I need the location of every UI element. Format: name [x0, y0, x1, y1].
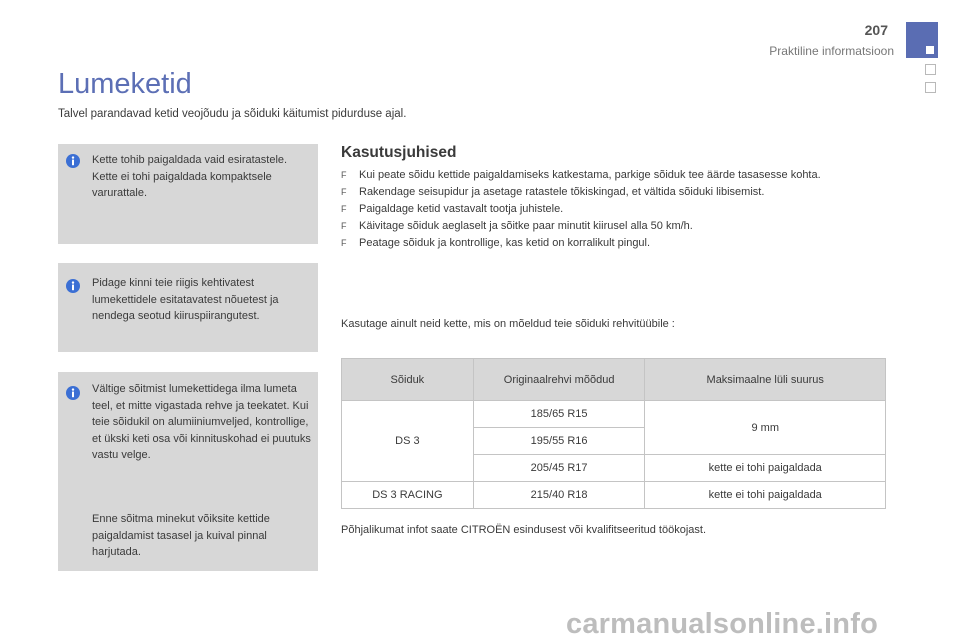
link-cell: 9 mm [645, 401, 886, 455]
table-row [342, 482, 886, 509]
header-tyre-size: Originaalrehvi mõõdud [473, 359, 645, 401]
table-header-row [342, 359, 886, 401]
step-text: Peatage sõiduk ja kontrollige, kas ketid on korralikult pingul. [359, 237, 651, 249]
step-text: Paigaldage ketid vastavalt tootja juhistele. [359, 203, 564, 215]
header-link-size: Maksimaalne lüli suurus [645, 359, 886, 401]
tyre-cell: 205/45 R17 [473, 455, 645, 482]
vehicle-cell: DS 3 [342, 401, 474, 482]
step-item [341, 201, 821, 218]
table-row [342, 401, 886, 428]
link-cell: kette ei tohi paigaldada [645, 482, 886, 509]
page-number: 207 [864, 22, 888, 38]
step-item [341, 218, 821, 235]
header-vehicle: Sõiduk [342, 359, 474, 401]
section-tab [906, 22, 938, 58]
tyre-cell: 215/40 R18 [473, 482, 645, 509]
step-text: Käivitage sõiduk aeglaselt ja sõitke paar minutit kiirusel alla 50 km/h. [359, 220, 693, 232]
footnote: Põhjalikumat infot saate CITROËN esindusest või kvalifitseeritud töökojast. [341, 524, 706, 536]
tab-box-icon [925, 82, 936, 93]
tyre-cell: 185/65 R15 [473, 401, 645, 428]
note-box [58, 263, 318, 352]
tab-marker-icon [926, 46, 934, 54]
vehicle-cell: DS 3 RACING [342, 482, 474, 509]
note-text: Kette tohib paigaldada vaid esiratastele. Kette ei tohi paigaldada kompaktsele varurattale. [92, 154, 288, 199]
note-text-secondary: Enne sõitma minekut võiksite kettide paigaldamist tasasel ja kuival pinnal harjutada. [92, 513, 270, 558]
note-text: Vältige sõitmist lumekettidega ilma lumeta teel, et mitte vigastada rehve ja teekatet. Kui teie sõidukil on alumiiniumveljed, kontrollige, et ükski keti osa või kinnituskohad ei puutuks vastu velge. [92, 383, 311, 461]
chain-size-table [341, 358, 886, 509]
note-text: Pidage kinni teie riigis kehtivatest lumekettidele esitatavatest nõuetest ja nendega seotud kiiruspiirangutest. [92, 277, 279, 322]
step-item [341, 167, 821, 184]
section-name: Praktiline informatsioon [769, 44, 894, 58]
bullet-icon: F [341, 170, 347, 180]
step-text: Rakendage seisupidur ja asetage ratastele tõkiskingad, et vältida sõiduki libisemist. [359, 186, 765, 198]
step-item [341, 184, 821, 201]
usage-heading: Kasutusjuhised [341, 144, 457, 161]
note-box [58, 372, 318, 571]
intro-text: Talvel parandavad ketid veojõudu ja sõiduki käitumist pidurduse ajal. [58, 108, 407, 120]
info-icon [66, 279, 80, 293]
link-cell: kette ei tohi paigaldada [645, 455, 886, 482]
bullet-icon: F [341, 204, 347, 214]
step-text: Kui peate sõidu kettide paigaldamiseks katkestama, parkige sõiduk tee äärde tasasesse kohta. [359, 169, 821, 181]
note-box [58, 144, 318, 244]
bullet-icon: F [341, 187, 347, 197]
bullet-icon: F [341, 238, 347, 248]
info-icon [66, 386, 80, 400]
bullet-icon: F [341, 221, 347, 231]
table-intro: Kasutage ainult neid kette, mis on mõeldud teie sõiduki rehvitüübile : [341, 318, 675, 330]
tyre-cell: 195/55 R16 [473, 428, 645, 455]
tab-box-icon [925, 64, 936, 75]
info-icon [66, 154, 80, 168]
steps-list [341, 167, 821, 252]
step-item [341, 235, 821, 252]
page-title: Lumeketid [58, 68, 192, 100]
watermark: carmanualsonline.info [566, 608, 878, 640]
